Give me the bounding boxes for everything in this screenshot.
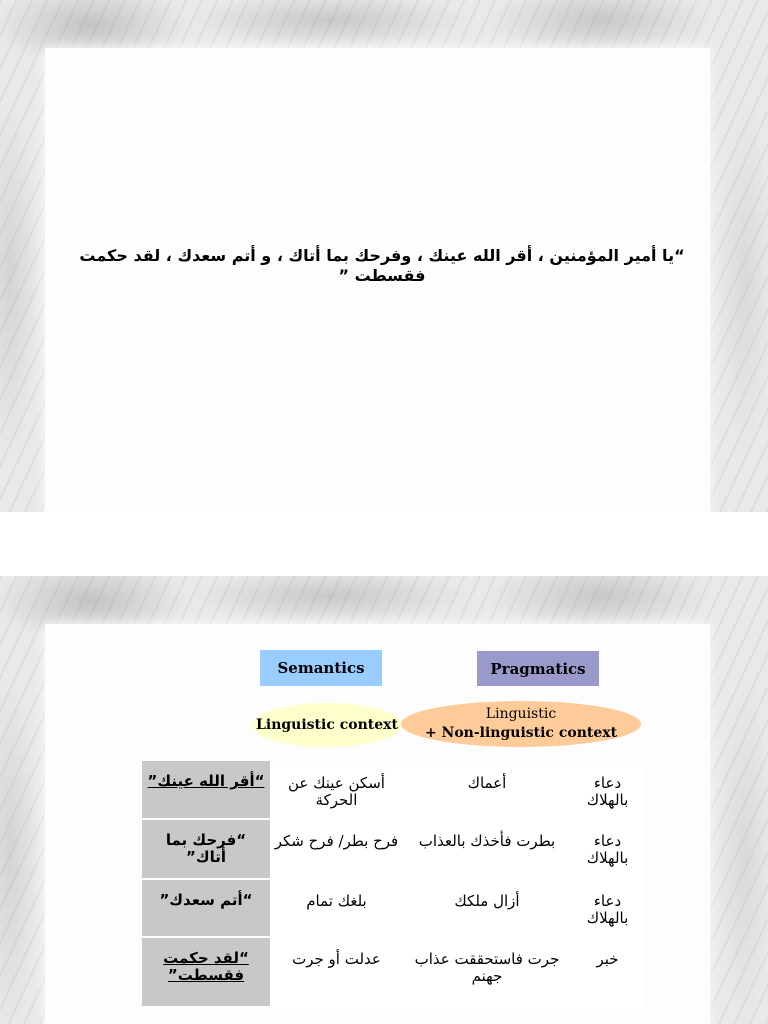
combined-context-line-1: Linguistic — [485, 706, 557, 722]
intent-cell: خبر — [596, 950, 619, 968]
pragmatic-meaning-cell: بطرت فأخذك بالعذاب — [418, 832, 556, 850]
pragmatic-meaning-cell: أزال ملكك — [454, 892, 520, 910]
intent-cell: دعاء بالهلاك — [586, 892, 629, 927]
phrase-cell: “أقر الله عينك” — [142, 761, 270, 819]
phrase-cell: “لقد حكمت فقسطت” — [142, 937, 270, 1007]
slide-gap — [0, 526, 768, 576]
intent-cell: دعاء بالهلاك — [586, 774, 629, 809]
linguistic-context-ellipse: Linguistic context — [252, 703, 402, 747]
table-row — [142, 819, 644, 879]
pragmatic-meaning-cell: جرت فاستحققت عذاب جهنم — [414, 950, 560, 985]
pragmatic-meaning-cell: أعماك — [467, 774, 507, 792]
table-row — [142, 879, 644, 937]
combined-context-ellipse — [401, 701, 641, 747]
table-row — [142, 937, 644, 1007]
meaning-table — [142, 761, 644, 1008]
semantics-label: Semantics — [260, 650, 382, 686]
phrase-cell: “فرحك بما أتاك” — [142, 819, 270, 879]
combined-context-line-2: + Non-linguistic context — [424, 725, 618, 741]
table-row — [142, 761, 644, 819]
semantic-meaning-cell: فرح بطر/ فرح شكر — [274, 832, 399, 850]
phrase-cell: “أتم سعدك” — [142, 879, 270, 937]
pragmatics-label: Pragmatics — [477, 651, 599, 686]
intent-cell: دعاء بالهلاك — [586, 832, 629, 867]
semantic-meaning-cell: بلغك تمام — [306, 892, 367, 910]
arabic-quote: “يا أمير المؤمنين ، أقر الله عينك ، وفرحك بما أتاك ، و أتم سعدك ، لقد حكمت فقسطت ” — [79, 246, 685, 285]
semantic-meaning-cell: عدلت أو جرت — [292, 950, 381, 968]
semantic-meaning-cell: أسكن عينك عن الحركة — [287, 774, 385, 809]
